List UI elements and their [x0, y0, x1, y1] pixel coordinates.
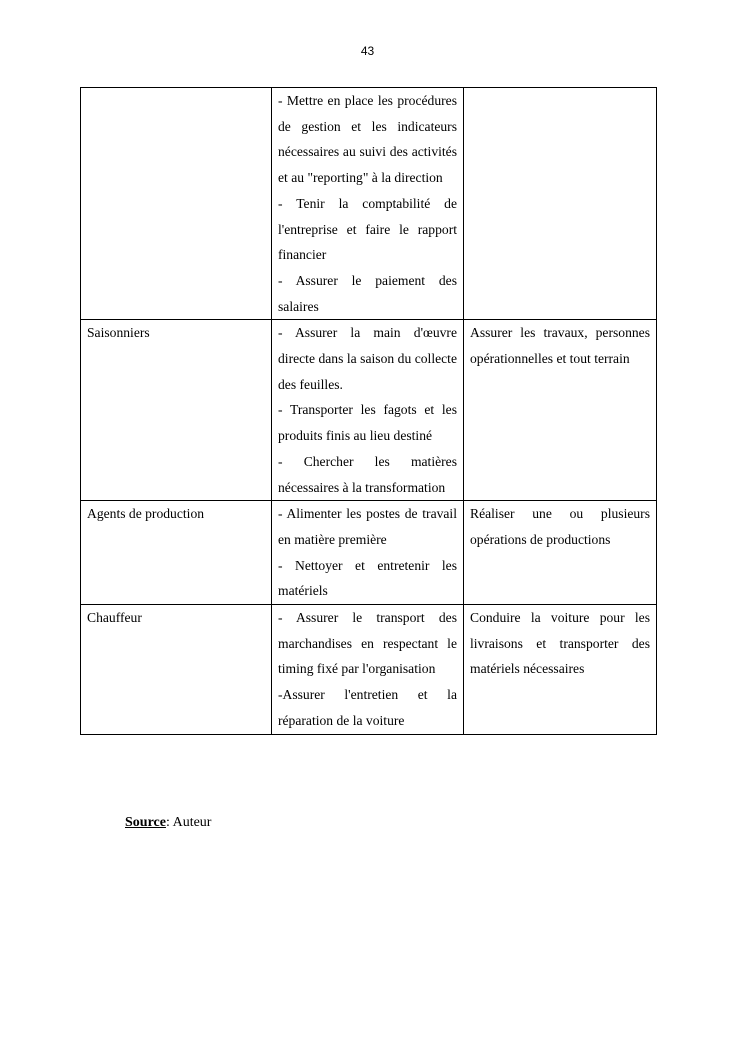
table-row — [81, 501, 657, 605]
roles-table — [80, 87, 657, 735]
table-row — [81, 88, 657, 320]
task-item: - Transporter les fagots et les produits finis au lieu destiné — [278, 402, 457, 444]
description-cell: Conduire la voiture pour les livraisons et transporter des matériels nécessaires — [464, 605, 657, 735]
source-note — [125, 815, 211, 831]
table-row — [81, 605, 657, 735]
task-item: - Assurer le transport des marchandises en respectant le timing fixé par l'organisation — [278, 610, 457, 677]
task-item: - Tenir la comptabilité de l'entreprise et faire le rapport financier — [278, 195, 457, 263]
source-label: Source — [125, 815, 166, 830]
tasks-cell — [272, 605, 464, 735]
tasks-cell — [272, 320, 464, 501]
page-number: 43 — [360, 44, 375, 58]
task-item: - Alimenter les postes de travail en matière première — [278, 506, 457, 547]
task-item: - Chercher les matières nécessaires à la transformation — [278, 453, 457, 495]
table-row — [81, 320, 657, 501]
task-item: - Assurer le paiement des salaires — [278, 272, 457, 314]
role-cell: Agents de production — [81, 501, 272, 605]
role-cell: Chauffeur — [81, 605, 272, 735]
tasks-cell — [272, 501, 464, 605]
tasks-cell — [272, 88, 464, 320]
source-separator: : — [165, 815, 173, 830]
role-cell: Saisonniers — [81, 320, 272, 501]
task-item: -Assurer l'entretien et la réparation de la voiture — [278, 687, 457, 728]
role-cell — [81, 88, 272, 320]
source-value: Auteur — [172, 815, 212, 830]
task-item: - Mettre en place les procédures de gestion et les indicateurs nécessaires au suivi des activités et au "reporting" à la direction — [278, 93, 457, 186]
description-cell — [464, 88, 657, 320]
description-cell: Assurer les travaux, personnes opérationnelles et tout terrain — [464, 320, 657, 501]
description-cell: Réaliser une ou plusieurs opérations de productions — [464, 501, 657, 605]
task-item: - Nettoyer et entretenir les matériels — [278, 557, 457, 599]
task-item: - Assurer la main d'œuvre directe dans la saison du collecte des feuilles. — [278, 325, 457, 392]
